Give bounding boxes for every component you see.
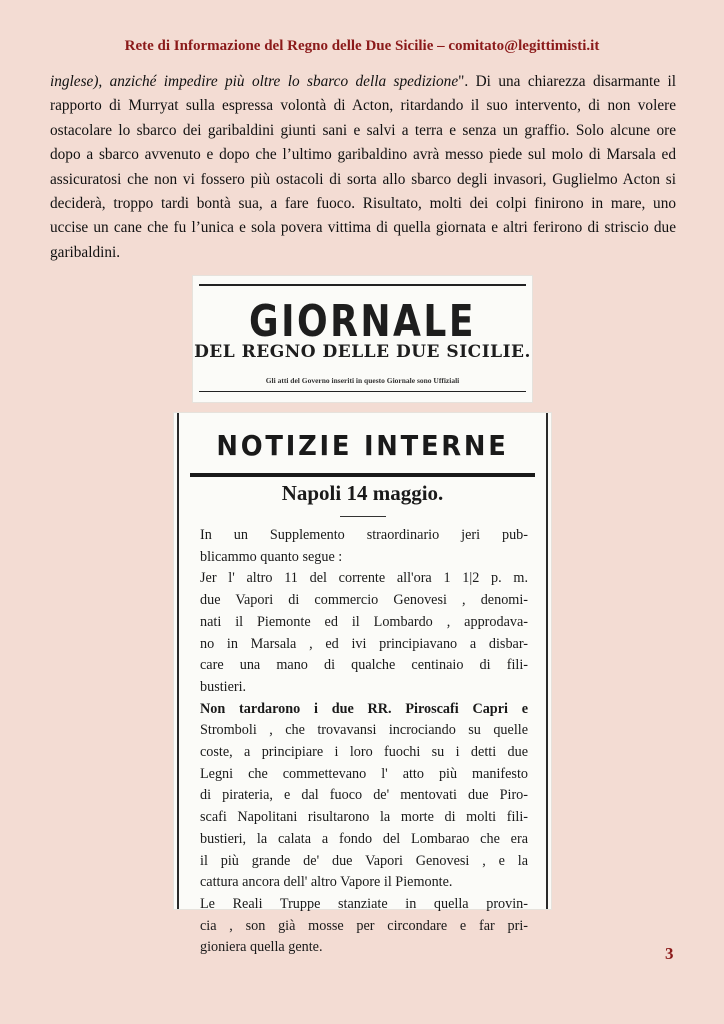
article-line: cia , son già mosse per circondare e far pri- xyxy=(200,917,528,934)
article-line: di pirateria, e dal fuoco de' mentovati due Piro- xyxy=(200,787,528,804)
article-line: coste, a principiare i loro fuochi su i detti due xyxy=(200,744,528,761)
body-line: rapporto di Murryat sulla espressa volontà di Acton, ritardando il suo intervento, di non volere xyxy=(50,97,676,115)
page-header: Rete di Informazione del Regno delle Due Sicilie – comitato@legittimisti.it xyxy=(124,38,600,54)
article-line: gioniera quella gente. xyxy=(200,939,323,956)
divider xyxy=(199,284,526,286)
body-paragraph xyxy=(50,70,676,265)
article-line: il più grande de' due Vapori Genovesi , e la xyxy=(200,852,528,869)
article-line: cattura ancora dell' altro Vapore il Piemonte. xyxy=(200,874,453,891)
body-line: uccise un cane che fu l’unica e sola povera vittima di quella giornata e altri ferirono di striscio due xyxy=(50,219,676,237)
article-line: care una mano di qualche centinaio di fili- xyxy=(200,657,528,674)
article-line: Stromboli , che trovavansi incrociando su quelle xyxy=(200,722,528,739)
article-line: blicammo quanto segue : xyxy=(200,548,343,565)
article-line: In un Supplemento straordinario jeri pub- xyxy=(200,527,528,543)
body-line: assicuratosi che non vi fossero più ostacoli di sorta allo sbarco degli invasori, Guglielmo Acton si xyxy=(50,170,676,188)
masthead-note: Gli atti del Governo inseriti in questo Giornale sono Uffiziali xyxy=(265,376,460,385)
divider xyxy=(340,516,386,517)
article-line: Legni che commettevano l' atto più manifesto xyxy=(200,765,528,782)
article-line: scafi Napolitani risultarono la morte di molti fili- xyxy=(200,809,528,826)
article-line: Le Reali Truppe stanziate in quella provin- xyxy=(200,895,528,912)
page-number: 3 xyxy=(665,944,674,963)
newspaper-article-clipping xyxy=(174,413,551,956)
body-line: garibaldini. xyxy=(50,243,121,261)
italic-quote: inglese), anziché impedire più oltre lo sbarco della spedizione xyxy=(50,73,459,90)
article-text xyxy=(200,525,528,959)
body-line-rest: ". Di una chiarezza disarmante il xyxy=(458,73,676,90)
body-line: ostacolare lo sbarco dei garibaldini giunti sani e salvi a terra e senza un graffio. Solo alcune ore xyxy=(50,121,676,139)
article-line: Non tardarono i due RR. Piroscafi Capri e xyxy=(200,700,528,717)
body-line: dopo a sbarco avvenuto e dopo che l’ultimo garibaldino avrà messo piede sul molo di Marsala ed xyxy=(50,146,676,164)
article-line: due Vapori di commercio Genovesi , denomi- xyxy=(200,592,528,609)
article-line: bustieri, la calata a fondo del Lombarao che era xyxy=(200,830,528,847)
divider xyxy=(190,473,535,477)
masthead-title: GIORNALE xyxy=(249,296,476,347)
masthead-subtitle: DEL REGNO DELLE DUE SICILIE. xyxy=(194,342,531,362)
article-line: Jer l' altro 11 del corrente all'ora 1 1|2 p. m. xyxy=(200,570,528,587)
body-line xyxy=(50,70,676,94)
article-line: no in Marsala , ed ivi principiavano a disbar- xyxy=(200,635,528,652)
section-title: NOTIZIE INTERNE xyxy=(216,429,509,462)
article-dateline: Napoli 14 maggio. xyxy=(281,481,444,505)
article-line: nati il Piemonte ed il Lombardo , approdava- xyxy=(200,613,528,630)
article-line: bustieri. xyxy=(200,678,247,695)
divider xyxy=(199,391,526,392)
body-line: deciderà, troppo tardi bontà sua, a fare fuoco. Risultato, molti dei colpi finirono in mare, uno xyxy=(50,195,676,213)
newspaper-masthead-clipping xyxy=(193,276,532,402)
